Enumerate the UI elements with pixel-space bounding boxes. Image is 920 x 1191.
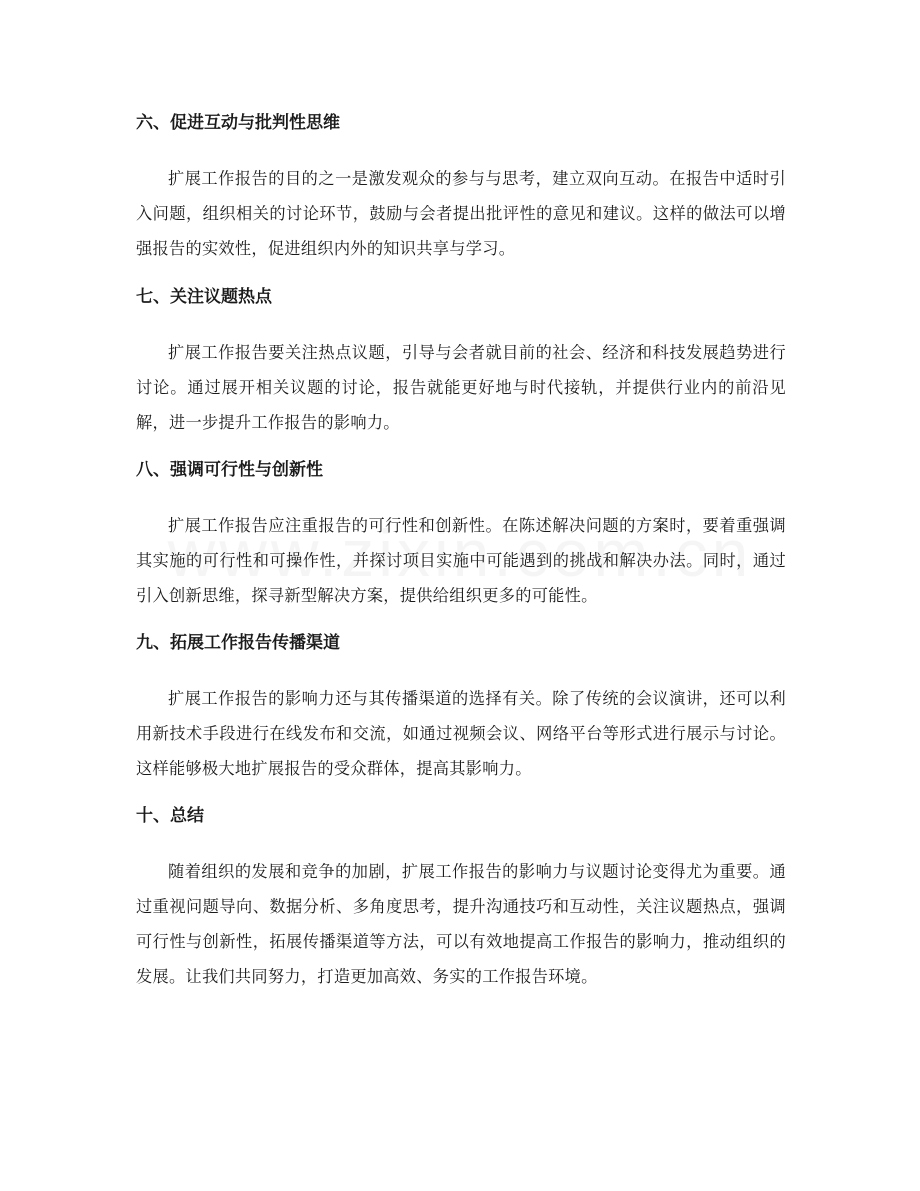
section-10 xyxy=(136,801,786,994)
section-6 xyxy=(136,108,786,266)
section-9 xyxy=(136,628,786,786)
section-paragraph: 扩展工作报告的影响力还与其传播渠道的选择有关。除了传统的会议演讲，还可以利用新技术手段进行在线发布和交流，如通过视频会议、网络平台等形式进行展示与讨论。这样能够极大地扩展报告的受众群体，提高其影响力。 xyxy=(136,689,786,778)
section-heading: 九、拓展工作报告传播渠道 xyxy=(136,633,340,653)
section-heading: 八、强调可行性与创新性 xyxy=(136,460,323,480)
section-paragraph: 扩展工作报告的目的之一是激发观众的参与与思考，建立双向互动。在报告中适时引入问题，组织相关的讨论环节，鼓励与会者提出批评性的意见和建议。这样的做法可以增强报告的实效性，促进组织内外的知识共享与学习。 xyxy=(136,169,786,258)
section-paragraph: 扩展工作报告应注重报告的可行性和创新性。在陈述解决问题的方案时，要着重强调其实施的可行性和可操作性，并探讨项目实施中可能遇到的挑战和解决办法。同时，通过引入创新思维，探寻新型解决方案，提供给组织更多的可能性。 xyxy=(136,516,786,605)
section-heading: 六、促进互动与批判性思维 xyxy=(136,113,340,133)
section-heading: 七、关注议题热点 xyxy=(136,287,272,307)
section-8 xyxy=(136,455,786,613)
section-paragraph: 扩展工作报告要关注热点议题，引导与会者就目前的社会、经济和科技发展趋势进行讨论。通过展开相关议题的讨论，报告就能更好地与时代接轨，并提供行业内的前沿见解，进一步提升工作报告的影响力。 xyxy=(136,343,786,432)
section-7 xyxy=(136,282,786,440)
section-heading: 十、总结 xyxy=(136,806,204,826)
section-paragraph: 随着组织的发展和竞争的加剧，扩展工作报告的影响力与议题讨论变得尤为重要。通过重视问题导向、数据分析、多角度思考，提升沟通技巧和互动性，关注议题热点，强调可行性与创新性，拓展传播渠道等方法，可以有效地提高工作报告的影响力，推动组织的发展。让我们共同努力，打造更加高效、务实的工作报告环境。 xyxy=(136,862,786,986)
